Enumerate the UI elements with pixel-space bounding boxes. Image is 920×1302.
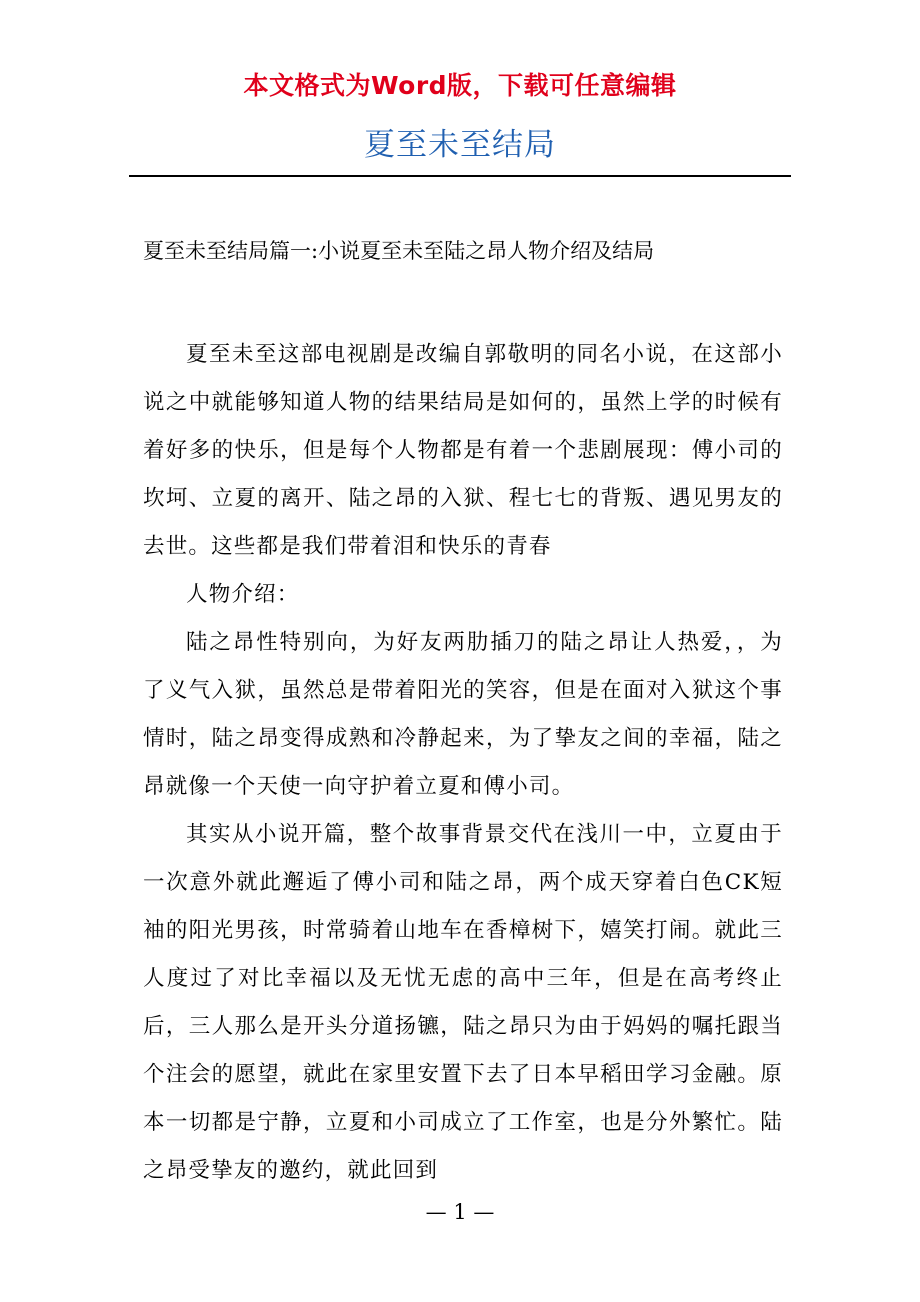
section-heading: 夏至未至结局篇一:小说夏至未至陆之昂人物介绍及结局: [143, 239, 655, 263]
document-title: 夏至未至结局: [364, 127, 556, 163]
paragraph-character-intro-label: 人物介绍：: [186, 582, 300, 607]
format-banner: 本文格式为Word版，下载可任意编辑: [243, 71, 677, 100]
paragraph-story: 其实从小说开篇，整个故事背景交代在浅川一中，立夏由于一次意外就此邂逅了傅小司和陆之昂，两个成天穿着白色CK短袖的阳光男孩，时常骑着山地车在香樟树下，嬉笑打闹。就此三人度过了对比幸福以及无忧无虑的高中三年，但是在高考终止后，三人那么是开头分道扬镳，陆之昂只为由于妈妈的嘱托跟当个注会的愿望，就此在家里安置下去了日本早稻田学习金融。原本一切都是宁静，立夏和小司成立了工作室，也是分外繁忙。陆之昂受挚友的邀约，就此回到: [143, 822, 783, 1183]
paragraph-lu-zhiang: 陆之昂性特别向，为好友两肋插刀的陆之昂让人热爱，，为了义气入狱，虽然总是带着阳光的笑容，但是在面对入狱这个事情时，陆之昂变得成熟和冷静起来，为了挚友之间的幸福，陆之昂就像一个天使一向守护着立夏和傅小司。: [143, 630, 783, 799]
page-number: — 1 —: [425, 1200, 495, 1224]
body-text: [143, 331, 783, 1195]
title-divider: [129, 175, 791, 177]
paragraph-intro: 夏至未至这部电视剧是改编自郭敬明的同名小说，在这部小说之中就能够知道人物的结果结局是如何的，虽然上学的时候有着好多的快乐，但是每个人物都是有着一个悲剧展现：傅小司的坎坷、立夏的离开、陆之昂的入狱、程七七的背叛、遇见男友的去世。这些都是我们带着泪和快乐的青春: [143, 342, 783, 559]
